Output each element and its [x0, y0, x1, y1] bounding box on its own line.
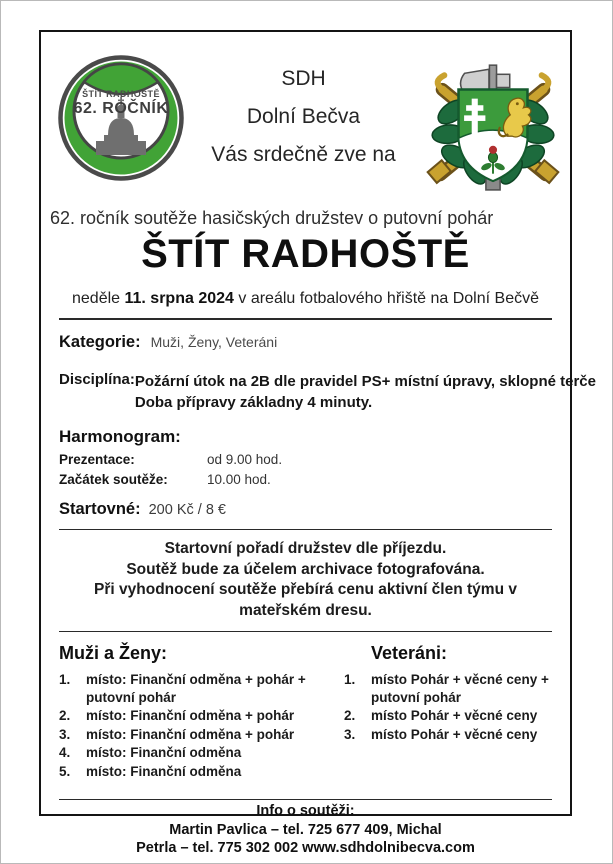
footer-contact-1: Martin Pavlica – tel. 725 677 409, Michal [169, 821, 442, 838]
prezentace-label: Prezentace: [59, 452, 135, 467]
startovne-label: Startovné: [59, 500, 141, 518]
prize-item-number: 1. [344, 672, 356, 687]
prize-item-text: místo Pohár + věcné ceny [371, 726, 538, 742]
notice-block [69, 539, 542, 621]
prize-item [59, 744, 340, 762]
prize-item-text: místo: Finanční odměna [86, 763, 242, 779]
separator-1 [59, 318, 552, 320]
prizes-section [59, 643, 570, 789]
section-kategorie [59, 333, 570, 352]
zacatek-value: 10.00 hod. [207, 472, 271, 487]
section-startovne [59, 500, 570, 519]
prize-item [344, 707, 562, 725]
prize-item-text: místo: Finanční odměna [86, 745, 242, 760]
footer-contact-2: Petrla – tel. 775 302 002 www.sdhdolnibecva.com [136, 840, 475, 856]
stit-radhoste-logo [57, 54, 185, 182]
invitation-text [185, 52, 422, 174]
logo-edition: 62. ROČNÍK [73, 100, 169, 117]
page-title: ŠTÍT RADHOŠTĚ [141, 232, 470, 276]
section-harmonogram [59, 427, 570, 487]
separator-2 [59, 529, 552, 530]
flyer-border-frame [39, 30, 596, 856]
zacatek-label: Začátek soutěže: [59, 472, 168, 487]
section-disciplina [59, 371, 596, 413]
harmonogram-row-zacatek [59, 472, 570, 487]
date-value: 11. srpna 2024 [124, 290, 234, 307]
logo-ring-icon [57, 54, 185, 182]
disciplina-label: Disciplína: [59, 371, 135, 388]
men-women-list [59, 671, 340, 780]
disciplina-text [135, 371, 596, 413]
prize-item-text: místo: Finanční odměna + pohár [86, 708, 295, 723]
veterans-heading: Veteráni: [371, 643, 448, 663]
invite-line-phrase: Vás srdečně zve na [211, 143, 396, 166]
competition-subtitle: 62. ročník soutěže hasičských družstev o putovní pohár [50, 208, 494, 228]
disciplina-line-2: Doba přípravy základny 4 minuty. [134, 394, 373, 411]
logo-title: ŠTÍT RADHOŠTĚ [82, 89, 160, 99]
prize-item-number: 1. [59, 672, 71, 687]
harmonogram-row-prezentace [59, 452, 570, 467]
date-line [41, 290, 570, 308]
prize-item-number: 3. [59, 726, 71, 742]
prize-item [59, 671, 340, 706]
harmonogram-heading: Harmonogram: [59, 427, 181, 446]
prize-item-text: místo: Finanční odměna + pohár + putovní pohár [86, 672, 306, 705]
prezentace-value: od 9.00 hod. [207, 452, 283, 467]
prize-item-number: 3. [344, 726, 356, 742]
startovne-value: 200 Kč / 8 € [148, 502, 226, 518]
prize-item-number: 5. [59, 763, 71, 779]
prize-item [344, 726, 562, 744]
prize-item-text: místo: Finanční odměna + pohár [86, 726, 295, 742]
prize-item-text: místo Pohár + věcné ceny [371, 708, 538, 723]
invite-line-town: Dolní Bečva [246, 105, 361, 128]
prize-item [59, 763, 340, 781]
prize-item-number: 2. [344, 708, 356, 723]
prize-item [344, 671, 562, 706]
kategorie-value: Muži, Ženy, Veteráni [150, 334, 278, 350]
kategorie-label: Kategorie: [59, 333, 141, 351]
dolni-becva-coat-of-arms-icon [422, 52, 564, 196]
notice-line-2: Soutěž bude za účelem archivace fotografována. [126, 560, 485, 578]
separator-3 [59, 631, 552, 632]
men-women-heading: Muži a Ženy: [59, 643, 168, 663]
prize-item-number: 2. [59, 708, 71, 723]
prizes-veterans [344, 643, 562, 789]
veterans-list [344, 671, 562, 743]
notice-line-3: Při vyhodnocení soutěže přebírá cenu aktivní člen týmu v mateřském dresu. [94, 581, 517, 619]
prize-item [59, 707, 340, 725]
notice-line-1: Startovní pořadí družstev dle příjezdu. [164, 540, 447, 557]
prize-item-number: 4. [59, 745, 71, 760]
disciplina-line-1: Požární útok na 2B dle pravidel PS+ místní úpravy, sklopné terče [134, 373, 596, 390]
separator-4 [59, 799, 552, 800]
prize-item [59, 726, 340, 744]
invite-line-org: SDH [281, 67, 326, 90]
footer [41, 802, 570, 858]
header [41, 32, 570, 196]
date-suffix: v areálu fotbalového hřiště na Dolní Bečvě [233, 290, 539, 307]
footer-info-heading: Info o soutěži: [256, 803, 355, 819]
date-prefix: neděle [72, 290, 125, 307]
prize-item-text: místo Pohár + věcné ceny + putovní pohár [371, 672, 549, 705]
prizes-men-women [59, 643, 340, 789]
